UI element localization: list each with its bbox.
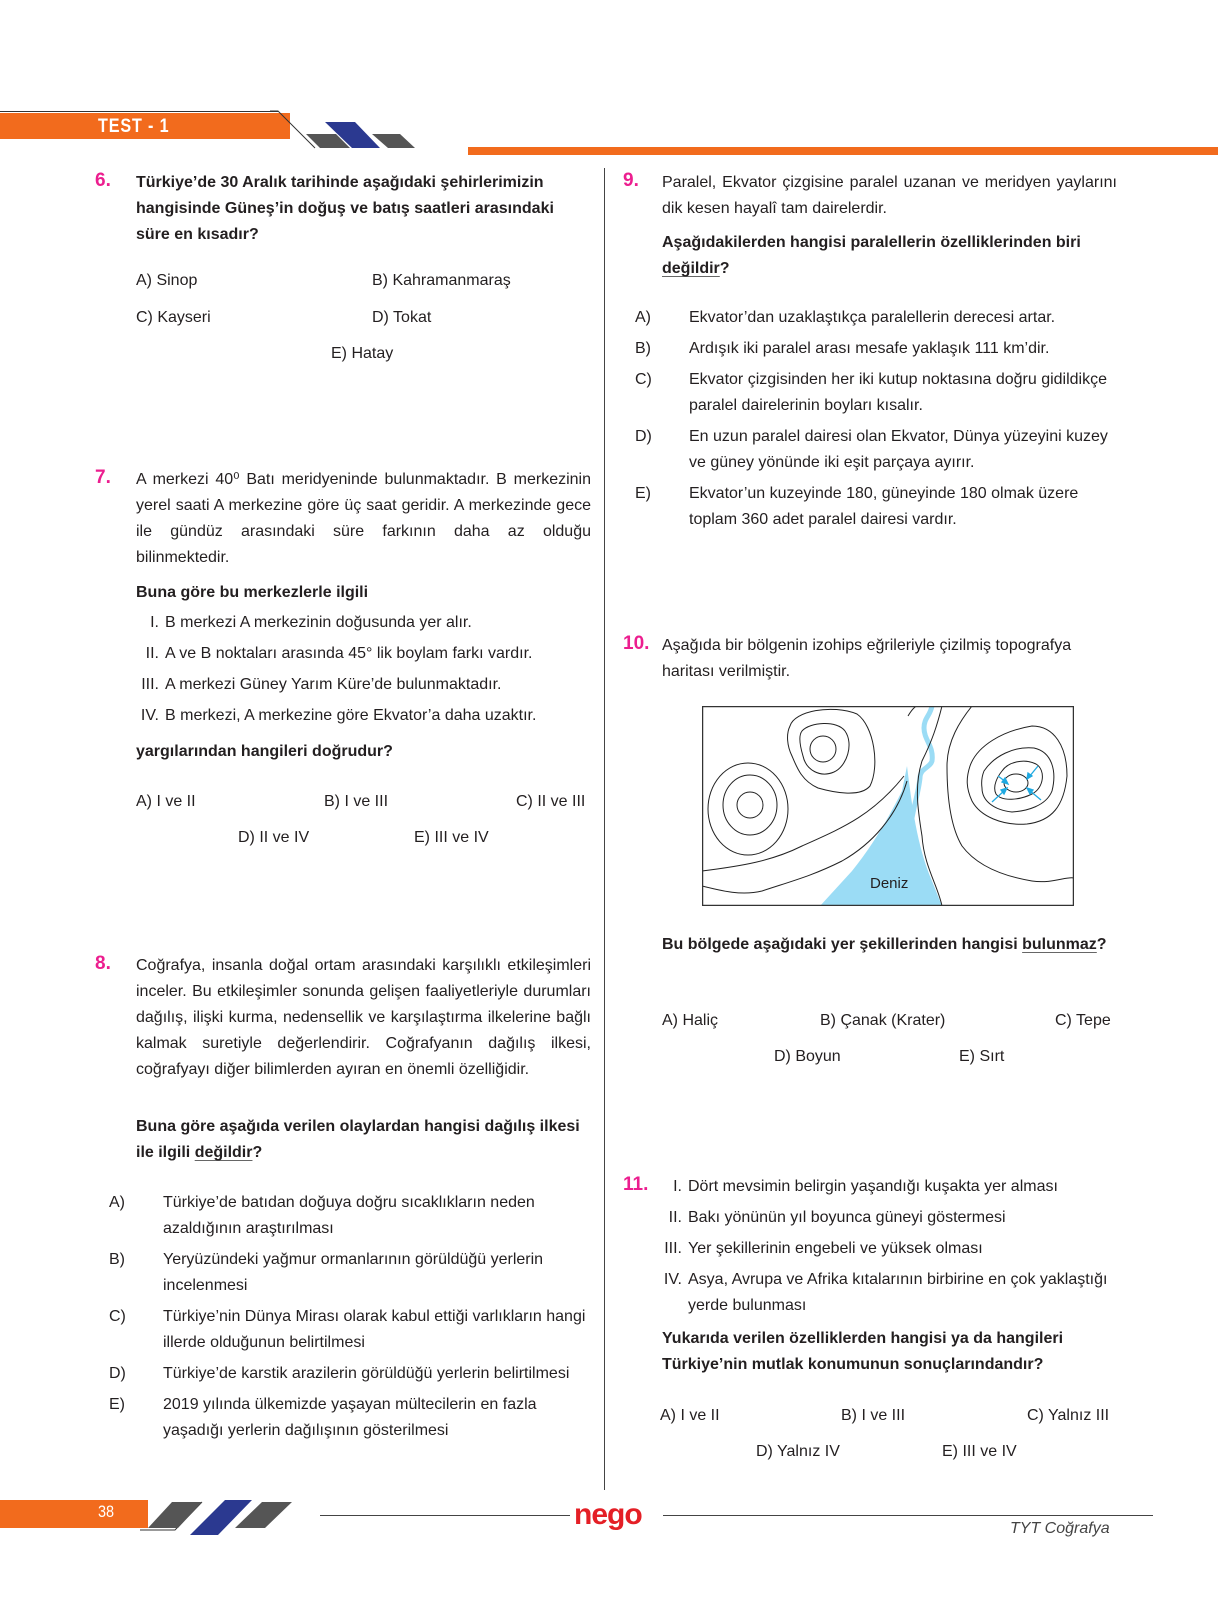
question-text: Aşağıdakilerden hangisi paralellerin özelliklerinden biri [662, 234, 1081, 251]
q10-option-e[interactable]: E) Sırt [959, 1048, 1005, 1065]
question-9-number: 9. [623, 170, 639, 191]
q8-option-e[interactable] [109, 1392, 591, 1444]
statement-number: IV. [663, 1271, 682, 1288]
question-text: Buna göre aşağıda verilen olaylardan hangisi dağılış ilkesi ile ilgili [136, 1118, 580, 1161]
question-7-number: 7. [95, 467, 111, 488]
question-text: Bu bölgede aşağıdaki yer şekillerinden hangisi [662, 936, 1023, 953]
question-8-number: 8. [95, 953, 111, 974]
statement-number: I. [673, 1178, 682, 1195]
contour-line [723, 775, 777, 835]
option-label: B) [635, 340, 651, 357]
question-10-question [662, 932, 1117, 958]
option-label: A) [635, 309, 651, 326]
q7-statement [132, 703, 592, 734]
page-number-bar [0, 1500, 148, 1528]
option-label: B) [109, 1251, 125, 1268]
question-9-intro: Paralel, Ekvator çizgisine paralel uzanan ve meridyen yaylarını dik kesen hayalî tam dairelerdir. [662, 174, 1117, 217]
q11-option-c[interactable]: C) Yalnız III [1027, 1407, 1110, 1424]
option-text: Türkiye’de batıdan doğuya doğru sıcaklıkların neden azaldığının araştırılması [163, 1194, 535, 1237]
q10-option-a[interactable]: A) Haliç [662, 1012, 719, 1029]
q6-option-b[interactable]: B) Kahramanmaraş [372, 272, 511, 289]
option-label: C) [635, 371, 652, 388]
option-text: Ardışık iki paralel arası mesafe yaklaşık 111 km’dir. [689, 340, 1050, 357]
q8-options [109, 1190, 591, 1444]
sea-label: Deniz [870, 875, 909, 892]
option-text: Ekvator’dan uzaklaştıkça paralellerin derecesi artar. [689, 309, 1056, 326]
question-11-statements [655, 1174, 1117, 1319]
q8-option-a[interactable] [109, 1190, 591, 1242]
topographic-map [702, 706, 1074, 906]
contour-line [708, 763, 788, 855]
option-label: C) [109, 1308, 126, 1325]
option-label: E) [635, 485, 651, 502]
contour-line [800, 723, 849, 774]
q8-option-b[interactable] [109, 1247, 591, 1299]
option-text: Türkiye’de karstik arazilerin görüldüğü yerlerin belirtilmesi [163, 1365, 570, 1382]
q11-option-e[interactable]: E) III ve IV [942, 1443, 1017, 1460]
question-11-question: Yukarıda verilen özelliklerden hangisi ya da hangileri Türkiye’nin mutlak konumunun sonuçlarındandır? [662, 1330, 1064, 1373]
q6-option-a[interactable]: A) Sinop [136, 272, 198, 289]
emphasis-text: bulunmaz [1022, 936, 1097, 953]
q7-option-e[interactable]: E) III ve IV [414, 829, 489, 846]
statement-text: A merkezi Güney Yarım Küre’de bulunmaktadır. [165, 676, 502, 693]
statement-number: III. [141, 676, 159, 693]
statement-text: A ve B noktaları arasında 45° lik boylam farkı vardır. [165, 645, 533, 662]
contour-line [810, 736, 836, 762]
q11-statement [655, 1236, 1117, 1267]
question-mark: ? [1096, 936, 1107, 953]
option-label: D) [109, 1365, 126, 1382]
option-text: Ekvator’un kuzeyinde 180, güneyinde 180 olmak üzere toplam 360 adet paralel dairesi vardır. [689, 485, 1079, 528]
question-6-number: 6. [95, 170, 111, 191]
q7-option-a[interactable]: A) I ve II [136, 793, 196, 810]
q6-option-c[interactable]: C) Kayseri [136, 309, 211, 326]
statement-text: Bakı yönünün yıl boyunca güneyi göstermesi [688, 1209, 1006, 1226]
statement-number: IV. [140, 707, 159, 724]
question-7-intro: A merkezi 40⁰ Batı meridyeninde bulunmaktadır. B merkezinin yerel saati A merkezine göre üç saat geridir. A merkezinde gece ile gündüz arasındaki süre farkının daha az olduğu bilinmektedir. [136, 471, 591, 566]
q11-option-d[interactable]: D) Yalnız IV [756, 1443, 840, 1460]
q9-option-d[interactable] [635, 424, 1117, 476]
option-label: D) [635, 428, 652, 445]
question-8-question [136, 1114, 591, 1166]
header-stripes [270, 100, 470, 150]
question-10-intro: Aşağıda bir bölgenin izohips eğrileriyle çizilmiş topografya haritası verilmiştir. [662, 637, 1072, 680]
footer-rule-right [663, 1515, 1153, 1516]
statement-number: II. [668, 1209, 682, 1226]
contour-line [788, 709, 875, 793]
q7-option-d[interactable]: D) II ve IV [238, 829, 310, 846]
q8-option-c[interactable] [109, 1304, 591, 1356]
question-mark: ? [252, 1144, 263, 1161]
q7-option-c[interactable]: C) II ve III [516, 793, 586, 810]
q9-option-c[interactable] [635, 367, 1117, 419]
page-number: 38 [98, 1502, 115, 1521]
q9-option-a[interactable] [635, 305, 1117, 331]
statement-number: II. [145, 645, 159, 662]
emphasis-text: değildir [194, 1144, 253, 1161]
header-right-bar [468, 147, 1218, 155]
statement-number: I. [150, 614, 159, 631]
statement-number: III. [664, 1240, 682, 1257]
option-text: En uzun paralel dairesi olan Ekvator, Dünya yüzeyini kuzey ve güney yönünde iki eşit parçaya ayırır. [689, 428, 1108, 471]
footer-stripes [140, 1490, 330, 1535]
book-title: TYT Coğrafya [1010, 1520, 1110, 1537]
q9-option-e[interactable] [635, 481, 1117, 533]
question-7-statements [132, 610, 592, 734]
statement-text: Asya, Avrupa ve Afrika kıtalarının birbirine en çok yaklaştığı yerde bulunması [688, 1271, 1108, 1314]
q7-statement [132, 610, 592, 641]
q11-statement [655, 1267, 1117, 1319]
question-10-number: 10. [623, 633, 650, 654]
q7-option-b[interactable]: B) I ve III [324, 793, 389, 810]
publisher-logo: nego [574, 1498, 642, 1531]
q7-statement [132, 641, 592, 672]
q11-option-b[interactable]: B) I ve III [841, 1407, 906, 1424]
statement-text: Yer şekillerinin engebeli ve yüksek olması [688, 1240, 983, 1257]
q9-options [635, 305, 1117, 533]
q10-option-c[interactable]: C) Tepe [1055, 1012, 1111, 1029]
q10-option-d[interactable]: D) Boyun [774, 1048, 841, 1065]
emphasis-text: değildir [662, 260, 720, 277]
question-mark: ? [719, 260, 730, 277]
statement-text: Dört mevsimin belirgin yaşandığı kuşakta yer alması [688, 1178, 1058, 1195]
q7-statement [132, 672, 592, 703]
option-text: Ekvator çizgisinden her iki kutup noktasına doğru gidildikçe paralel dairelerinin boyları kısalır. [689, 371, 1108, 414]
header-rule [0, 111, 278, 112]
statement-text: B merkezi, A merkezine göre Ekvator’a daha uzaktır. [165, 707, 537, 724]
header-corner-line [270, 111, 315, 148]
contour-line [947, 706, 1074, 882]
option-text: 2019 yılında ülkemizde yaşayan mültecilerin en fazla yaşadığı yerlerin dağılışının gösterilmesi [163, 1396, 537, 1439]
column-divider [604, 168, 605, 1490]
q11-statement [655, 1174, 1117, 1205]
option-text: Yeryüzündeki yağmur ormanlarının görüldüğü yerlerin incelenmesi [163, 1251, 544, 1294]
test-title: TEST - 1 [98, 116, 170, 137]
q6-option-d[interactable]: D) Tokat [372, 309, 432, 326]
statement-text: B merkezi A merkezinin doğusunda yer alır. [165, 614, 472, 631]
option-label: A) [109, 1194, 125, 1211]
footer-stripe-gray-1 [148, 1502, 202, 1528]
footer-rule-left [320, 1515, 570, 1516]
right-contours [908, 706, 1074, 906]
question-8-intro: Coğrafya, insanla doğal ortam arasındaki karşılıklı etkileşimleri inceler. Bu etkileşimler sonunda gelişen faaliyetleriyle durumları dağılış, ilişki kurma, nedensellik ve karşılaştırma ilkelerine bağlı kalmak suretiyle değerlendirir. Coğrafyanın dağılış ilkesi, coğrafyayı diğer bilimlerden ayıran en önemli özelliğidir. [136, 957, 591, 1078]
q9-option-b[interactable] [635, 336, 1117, 362]
question-9-question [662, 230, 1117, 282]
option-text: Türkiye’nin Dünya Mirası olarak kabul ettiği varlıkların hangi illerde olduğunun belirtilmesi [163, 1308, 586, 1351]
q6-option-e[interactable]: E) Hatay [331, 345, 394, 362]
question-7-lead: Buna göre bu merkezlerle ilgili [136, 584, 369, 601]
option-label: E) [109, 1396, 125, 1413]
contour-line [737, 792, 763, 818]
q8-option-d[interactable] [109, 1361, 591, 1387]
question-6-stem: Türkiye’de 30 Aralık tarihinde aşağıdaki şehirlerimizin hangisinde Güneş’in doğuş ve batış saatleri arasındaki süre en kısadır? [136, 174, 554, 243]
question-7-question: yargılarından hangileri doğrudur? [136, 743, 393, 760]
q11-statement [655, 1205, 1117, 1236]
header-stripe-gray-2 [372, 134, 415, 148]
question-11-number: 11. [623, 1174, 649, 1195]
q10-option-b[interactable]: B) Çanak (Krater) [820, 1012, 946, 1029]
q11-option-a[interactable]: A) I ve II [660, 1407, 720, 1424]
